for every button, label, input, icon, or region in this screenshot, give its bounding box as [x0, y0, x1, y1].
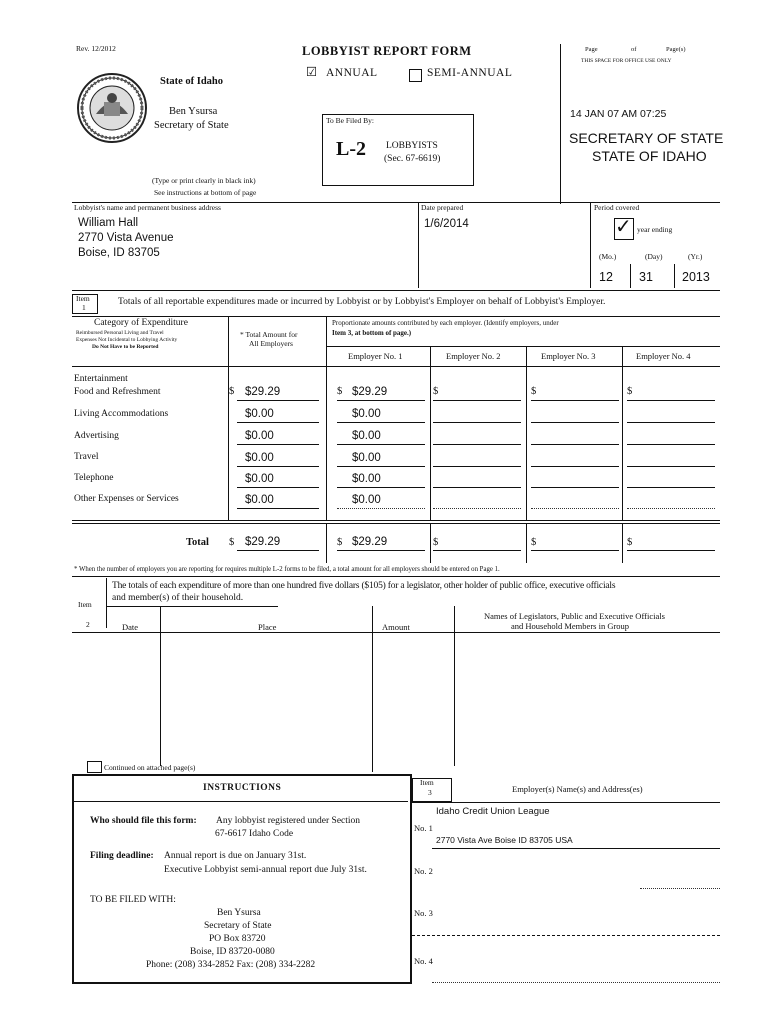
state-name: State of Idaho: [160, 76, 224, 87]
filed-with-address-2: Secretary of State: [204, 921, 272, 931]
dollar-sign: $: [627, 537, 633, 548]
revision-label: Rev. 12/2012: [76, 44, 116, 53]
received-stamp-office-1: SECRETARY OF STATE: [569, 130, 724, 146]
dollar-sign: $: [229, 386, 235, 397]
filed-with-label: TO BE FILED WITH:: [90, 895, 176, 905]
employer-no2-label: No. 2: [414, 866, 433, 876]
lobbyist-street[interactable]: 2770 Vista Avenue: [78, 232, 174, 244]
instructions-title: INSTRUCTIONS: [203, 783, 282, 793]
row-label-food: Food and Refreshment: [74, 387, 161, 397]
employer-no4-label: No. 4: [414, 956, 433, 966]
row-emp1-advertising[interactable]: $0.00: [352, 430, 381, 442]
row-emp1-telephone[interactable]: $0.00: [352, 473, 381, 485]
dollar-sign: $: [229, 537, 235, 548]
total-employer-1[interactable]: $29.29: [352, 536, 388, 548]
employer-no1-address[interactable]: 2770 Vista Ave Boise ID 83705 USA: [436, 835, 573, 845]
item1-number: 1: [82, 303, 86, 312]
secretary-title: Secretary of State: [154, 120, 229, 131]
form-section: (Sec. 67-6619): [384, 154, 441, 164]
dollar-sign: $: [433, 537, 439, 548]
who-should-file-text-1: Any lobbyist registered under Section: [216, 816, 361, 826]
see-instructions: See instructions at bottom of page: [154, 188, 257, 197]
form-title: LOBBYIST REPORT FORM: [302, 44, 472, 58]
office-use-label: THIS SPACE FOR OFFICE USE ONLY: [581, 58, 672, 64]
filing-deadline-text-2: Executive Lobbyist semi-annual report due July 31st.: [164, 865, 367, 875]
row-total-travel[interactable]: $0.00: [245, 452, 274, 464]
category-note-2: Expenses Not Incidental to Lobbying Activity: [76, 337, 178, 343]
period-covered-label: Period covered: [594, 203, 640, 212]
row-emp1-food[interactable]: $29.29: [352, 386, 388, 398]
continued-label: Continued on attached page(s): [104, 763, 196, 772]
dollar-sign: $: [531, 537, 537, 548]
form-code: L-2: [336, 138, 366, 160]
year-ending-label: year ending: [637, 225, 673, 234]
employer-no1-name[interactable]: Idaho Credit Union League: [436, 806, 550, 817]
item3-number: 3: [428, 788, 432, 797]
date-prepared-label: Date prepared: [421, 203, 464, 212]
filed-with-address-3: PO Box 83720: [209, 934, 266, 944]
dollar-sign: $: [627, 386, 633, 397]
office-use-divider: [560, 44, 561, 204]
page-label: Page: [585, 46, 598, 53]
annual-label: ANNUAL: [326, 67, 378, 79]
proportionate-note-1: Proportionate amounts contributed by each employer. (Identify employers, under: [332, 319, 559, 327]
row-emp1-living[interactable]: $0.00: [352, 408, 381, 420]
type-note: (Type or print clearly in black ink): [152, 176, 256, 185]
row-total-other[interactable]: $0.00: [245, 494, 274, 506]
col-names-header-2: and Household Members in Group: [511, 621, 630, 631]
of-label: of: [631, 46, 637, 53]
item2-label: Item: [78, 600, 92, 609]
col-names-header-1: Names of Legislators, Public and Executive Officials: [484, 611, 665, 621]
row-label-living: Living Accommodations: [74, 409, 169, 419]
continued-checkbox[interactable]: [87, 761, 102, 773]
day-label: (Day): [645, 252, 663, 261]
category-note-3: Do Not Have to be Reported: [92, 344, 159, 350]
row-label-other: Other Expenses or Services: [74, 494, 179, 504]
item1-label: Item: [76, 294, 90, 303]
row-emp1-travel[interactable]: $0.00: [352, 452, 381, 464]
received-stamp-date: 14 JAN 07 AM 07:25: [570, 108, 667, 120]
employers-header: Employer(s) Name(s) and Address(es): [512, 784, 643, 794]
item2-title-1: The totals of each expenditure of more than one hundred five dollars ($105) for a legislator, other holder of public office, executive officials: [112, 581, 616, 591]
who-should-file-label: Who should file this form:: [90, 816, 197, 826]
month-label: (Mo.): [599, 252, 617, 261]
row-emp1-other[interactable]: $0.00: [352, 494, 381, 506]
employer-no-4-header: Employer No. 4: [636, 351, 691, 361]
filed-with-address-4: Boise, ID 83720-0080: [190, 947, 275, 957]
lobbyist-address-label: Lobbyist's name and permanent business address: [74, 203, 221, 212]
row-total-food[interactable]: $29.29: [245, 386, 281, 398]
multiple-forms-footnote: * When the number of employers you are reporting for requires multiple L-2 forms to be filed, a total amount for all employers should be entered on Page 1.: [74, 566, 500, 573]
row-total-telephone[interactable]: $0.00: [245, 473, 274, 485]
item3-label: Item: [420, 778, 434, 787]
total-amount-header-1: * Total Amount for: [240, 330, 298, 339]
total-amount-header-2: All Employers: [249, 339, 293, 348]
dollar-sign: $: [337, 386, 343, 397]
row-label-telephone: Telephone: [74, 473, 114, 483]
semi-annual-checkbox[interactable]: [409, 69, 422, 82]
dollar-sign: $: [337, 537, 343, 548]
annual-checkbox[interactable]: ☑: [306, 64, 318, 79]
lobbyist-city[interactable]: Boise, ID 83705: [78, 247, 160, 259]
period-day[interactable]: 31: [639, 270, 653, 284]
idaho-state-seal: [76, 72, 148, 144]
col-amount-header: Amount: [382, 622, 410, 632]
filed-with-phone: Phone: (208) 334-2852 Fax: (208) 334-2282: [146, 960, 316, 970]
date-prepared-value[interactable]: 1/6/2014: [424, 218, 469, 230]
total-label: Total: [186, 537, 209, 548]
employer-no3-label: No. 3: [414, 908, 433, 918]
period-month[interactable]: 12: [599, 270, 613, 284]
filing-deadline-label: Filing deadline:: [90, 851, 154, 861]
form-for: LOBBYISTS: [386, 141, 438, 151]
filed-with-address-1: Ben Ysursa: [217, 908, 261, 918]
total-all-employers[interactable]: $29.29: [245, 536, 281, 548]
dollar-sign: $: [433, 386, 439, 397]
row-label-advertising: Advertising: [74, 431, 119, 441]
pages-label: Page(s): [666, 46, 686, 53]
received-stamp-office-2: STATE OF IDAHO: [592, 148, 707, 164]
col-place-header: Place: [258, 622, 277, 632]
item2-title-2: and member(s) of their household.: [112, 593, 244, 603]
year-ending-check: ✓: [615, 214, 632, 238]
who-should-file-text-2: 67-6617 Idaho Code: [215, 829, 294, 839]
entertainment-label: Entertainment: [74, 374, 128, 384]
employer-no-1-header: Employer No. 1: [348, 351, 403, 361]
employer-no1-label: No. 1: [414, 823, 433, 833]
category-note-1: Reimbursed Personal Living and Travel: [76, 330, 164, 336]
filing-deadline-text-1: Annual report is due on January 31st.: [164, 851, 307, 861]
employer-no-2-header: Employer No. 2: [446, 351, 501, 361]
item2-number: 2: [86, 620, 90, 629]
category-header: Category of Expenditure: [94, 318, 188, 328]
dollar-sign: $: [531, 386, 537, 397]
semi-annual-label: SEMI-ANNUAL: [427, 67, 513, 79]
row-total-living[interactable]: $0.00: [245, 408, 274, 420]
item1-title: Totals of all reportable expenditures made or incurred by Lobbyist or by Lobbyist's Employer on behalf of Lobbyist's Employer.: [118, 297, 606, 307]
to-be-filed-by-label: To Be Filed By:: [326, 116, 375, 125]
employer-no-3-header: Employer No. 3: [541, 351, 596, 361]
col-date-header: Date: [122, 622, 139, 632]
row-label-travel: Travel: [74, 452, 99, 462]
lobbyist-name[interactable]: William Hall: [78, 217, 139, 229]
period-year[interactable]: 2013: [682, 270, 710, 284]
row-total-advertising[interactable]: $0.00: [245, 430, 274, 442]
year-label: (Yr.): [688, 252, 703, 261]
secretary-name: Ben Ysursa: [169, 106, 218, 117]
proportionate-note-2: Item 3, at bottom of page.): [332, 329, 412, 337]
